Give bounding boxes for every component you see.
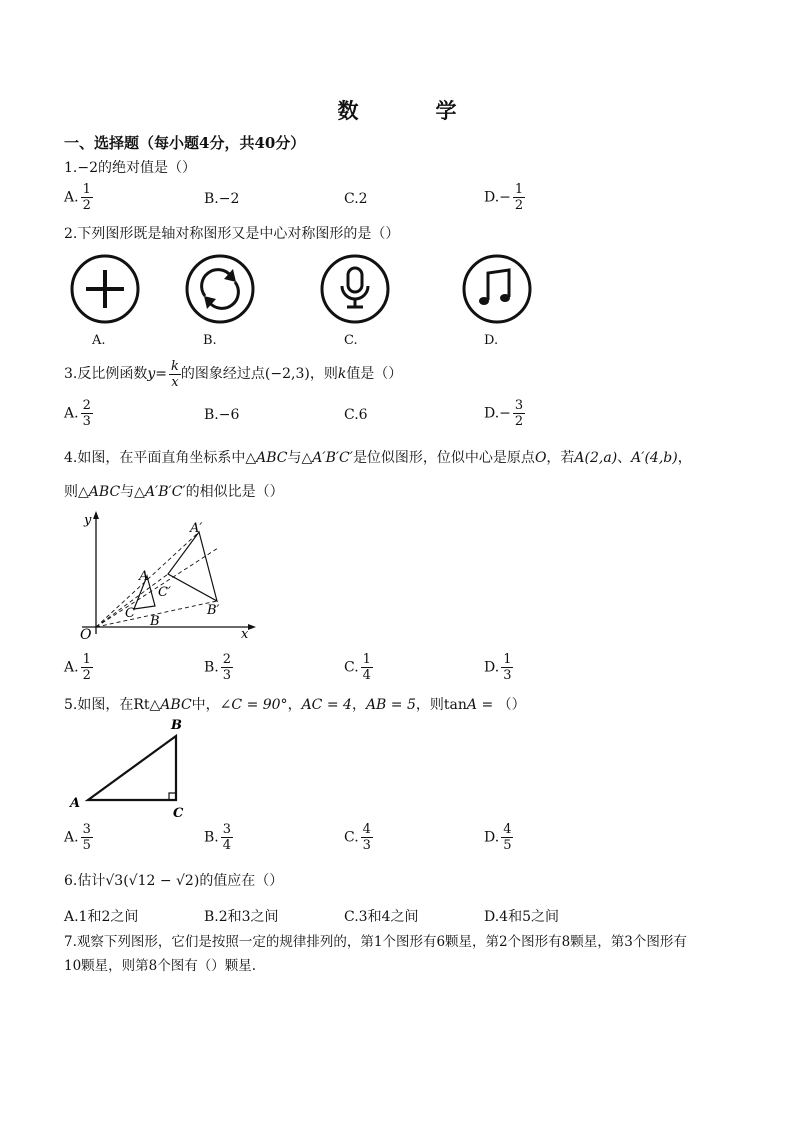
q3-text-b: 的图象经过点	[180, 366, 265, 382]
fig-label-c: C	[173, 806, 184, 821]
q4-separator: 、	[617, 450, 632, 466]
q4-option-a-label: A.	[64, 659, 79, 676]
denominator: 2	[514, 414, 524, 429]
q5-text-e: ，则tan	[415, 697, 467, 713]
numerator: 1	[514, 182, 524, 197]
numerator: 1	[82, 652, 91, 667]
q3-option-a	[64, 398, 93, 429]
q4-option-c-fraction	[361, 652, 373, 683]
fig-label-c: C	[125, 606, 135, 621]
q6-option-d: D.4和5之间	[484, 909, 559, 925]
q3-option-d	[484, 398, 525, 429]
q5-option-c-fraction	[361, 822, 373, 853]
fig-label-cp: C′	[158, 585, 171, 600]
q4-text-a: 4.如图，在平面直角坐标系中△	[64, 450, 257, 466]
numerator: 4	[362, 822, 371, 837]
q5-option-d	[484, 822, 513, 853]
microphone-circle-icon	[318, 252, 392, 326]
q3-var-k: k	[337, 366, 347, 382]
denominator: 4	[362, 668, 371, 683]
q4-point-a: A(2,a)	[574, 450, 618, 466]
q5-option-c-label: C.	[344, 829, 359, 846]
plus-circle-icon	[68, 252, 142, 326]
q3-option-d-fraction	[513, 398, 525, 429]
q5-text-a: 5.如图，在Rt△	[64, 697, 161, 713]
q4-option-a	[64, 652, 93, 683]
question-1-stem: 1.−2的绝对值是（）	[64, 160, 196, 176]
question-7-line-2: 10颗星，则第8个图有（）颗星.	[64, 958, 257, 974]
question-4-line-2	[64, 482, 284, 502]
q6-expression: √3(√12 − √2)	[105, 873, 200, 889]
q5-option-a-label: A.	[64, 829, 79, 846]
y-axis-arrow	[93, 511, 99, 519]
q1-option-a	[64, 182, 93, 213]
triangle-apbpcp	[168, 532, 217, 601]
fig-label-b: B	[171, 718, 182, 733]
q1-option-a-fraction	[81, 182, 93, 213]
q3-text-d: 值是（）	[346, 366, 403, 382]
q4-text-f: 则△	[64, 484, 89, 500]
q4-option-d-fraction	[501, 652, 513, 683]
q4-text-d: ，若	[546, 450, 575, 466]
q5-option-a	[64, 822, 93, 853]
q1-option-c: C.2	[344, 191, 368, 207]
numerator: 1	[503, 652, 512, 667]
q1-option-d-label: D.−	[484, 189, 511, 206]
numerator: 3	[514, 398, 524, 413]
q3-point: (−2,3)	[264, 366, 310, 382]
q5-option-b-label: B.	[204, 829, 219, 846]
q3-text-a: 3.反比例函数	[64, 366, 148, 382]
numerator: 1	[362, 652, 371, 667]
q4-option-b	[204, 652, 233, 683]
q3-option-a-label: A.	[64, 405, 79, 422]
numerator: 4	[503, 822, 512, 837]
q3-option-c: C.6	[344, 407, 368, 423]
q4-triangle-abc: ABC	[256, 450, 288, 466]
q4-triangle-apbpcp-2: A′B′C′	[144, 484, 186, 500]
q5-option-b-fraction	[221, 822, 233, 853]
q1-option-d-fraction	[513, 182, 525, 213]
denominator: 3	[82, 414, 91, 429]
fig-label-y: y	[84, 513, 92, 528]
q5-text-d: ，	[351, 697, 366, 713]
section-heading: 一、选择题（每小题4分，共40分）	[64, 134, 306, 152]
q3-fraction-k-over-x	[169, 359, 181, 390]
q4-triangle-apbpcp: A′B′C′	[312, 450, 353, 466]
q4-option-c	[344, 652, 373, 683]
q5-ab: AB = 5	[365, 697, 416, 713]
page-title: 数 学	[337, 98, 485, 123]
q4-option-d	[484, 652, 513, 683]
q5-text-b: 中，	[191, 697, 220, 713]
q3-equals: =	[155, 366, 168, 382]
q6-option-a: A.1和2之间	[64, 909, 139, 925]
numerator: 3	[82, 822, 91, 837]
question-3-stem	[64, 357, 402, 391]
q4-triangle-abc-2: ABC	[88, 484, 121, 500]
question-4-line-1	[64, 448, 692, 468]
q3-option-a-fraction	[81, 398, 93, 429]
fig-label-ap: A′	[190, 521, 203, 536]
q4-text-c: 是位似图形，位似中心是原点	[352, 450, 535, 466]
q5-angle: ∠C = 90°	[219, 697, 288, 713]
denominator: 4	[222, 838, 232, 853]
denominator: 3	[222, 668, 232, 683]
q5-text-c: ，	[287, 697, 302, 713]
q4-text-h: 的相似比是（）	[185, 484, 284, 500]
q5-option-a-fraction	[81, 822, 93, 853]
q5-option-d-label: D.	[484, 829, 500, 846]
q3-option-d-label: D.−	[484, 405, 511, 422]
q6-option-c: C.3和4之间	[344, 909, 419, 925]
q1-option-d	[484, 182, 525, 213]
q6-option-b: B.2和3之间	[204, 909, 279, 925]
q5-triangle: ABC	[160, 697, 192, 713]
q5-option-c	[344, 822, 373, 853]
q2-label-c: C.	[344, 333, 358, 348]
fig-label-a: A	[139, 569, 149, 584]
denominator: 3	[362, 838, 371, 853]
music-note-circle-icon	[460, 252, 534, 326]
q4-point-ap: A′(4,b)	[631, 450, 678, 466]
question-2-stem: 2.下列图形既是轴对称图形又是中心对称图形的是（）	[64, 226, 400, 242]
q4-text-b: 与△	[287, 450, 313, 466]
denominator: 2	[82, 198, 91, 213]
q5-right-triangle-figure	[66, 714, 196, 822]
denominator: 2	[82, 668, 91, 683]
fig-label-b: B	[150, 614, 160, 629]
denominator: 2	[514, 198, 524, 213]
fig-label-bp: B′	[207, 603, 220, 618]
q3-var-y: y	[147, 366, 156, 382]
q1-option-b: B.−2	[204, 191, 240, 207]
refresh-circle-icon	[183, 252, 257, 326]
q5-var-a: A	[466, 697, 477, 713]
q2-label-d: D.	[484, 333, 499, 348]
q5-ac: AC = 4	[301, 697, 352, 713]
q6-text-b: 的值应在（）	[199, 873, 284, 889]
x-axis-arrow	[248, 624, 256, 630]
fig-label-a: A	[70, 796, 81, 811]
projection-rays	[96, 532, 218, 627]
q4-option-b-label: B.	[204, 659, 219, 676]
question-5-stem	[64, 695, 526, 715]
numerator: k	[171, 358, 179, 374]
numerator: 2	[222, 652, 232, 667]
q5-text-f: = （）	[477, 697, 526, 713]
q4-option-c-label: C.	[344, 659, 359, 676]
q5-option-d-fraction	[501, 822, 513, 853]
fig-label-x: x	[241, 627, 249, 642]
right-triangle	[88, 736, 176, 800]
denominator: 5	[503, 838, 512, 853]
numerator: 3	[222, 822, 232, 837]
denominator: 3	[503, 668, 512, 683]
fig-label-o: O	[80, 627, 92, 643]
q4-option-b-fraction	[221, 652, 233, 683]
q4-text-g: 与△	[120, 484, 145, 500]
numerator: 1	[82, 182, 91, 197]
q5-option-b	[204, 822, 233, 853]
q4-origin: O	[534, 450, 547, 466]
q2-label-a: A.	[92, 333, 106, 348]
denominator: 5	[82, 838, 91, 853]
q1-option-a-label: A.	[64, 189, 79, 206]
q4-option-a-fraction	[81, 652, 93, 683]
q4-option-d-label: D.	[484, 659, 500, 676]
q3-option-b: B.−6	[204, 407, 240, 423]
numerator: 2	[82, 398, 91, 413]
q6-text-a: 6.估计	[64, 873, 106, 889]
denominator: x	[171, 374, 179, 390]
q2-label-b: B.	[203, 333, 217, 348]
q4-coordinate-figure	[70, 508, 270, 643]
q3-text-c: ，则	[309, 366, 338, 382]
question-6-stem	[64, 871, 283, 891]
q4-text-e: ，	[677, 450, 692, 466]
question-7-line-1: 7.观察下列图形，它们是按照一定的规律排列的，第1个图形有6颗星，第2个图形有8颗星，第3个图形有	[64, 934, 687, 950]
